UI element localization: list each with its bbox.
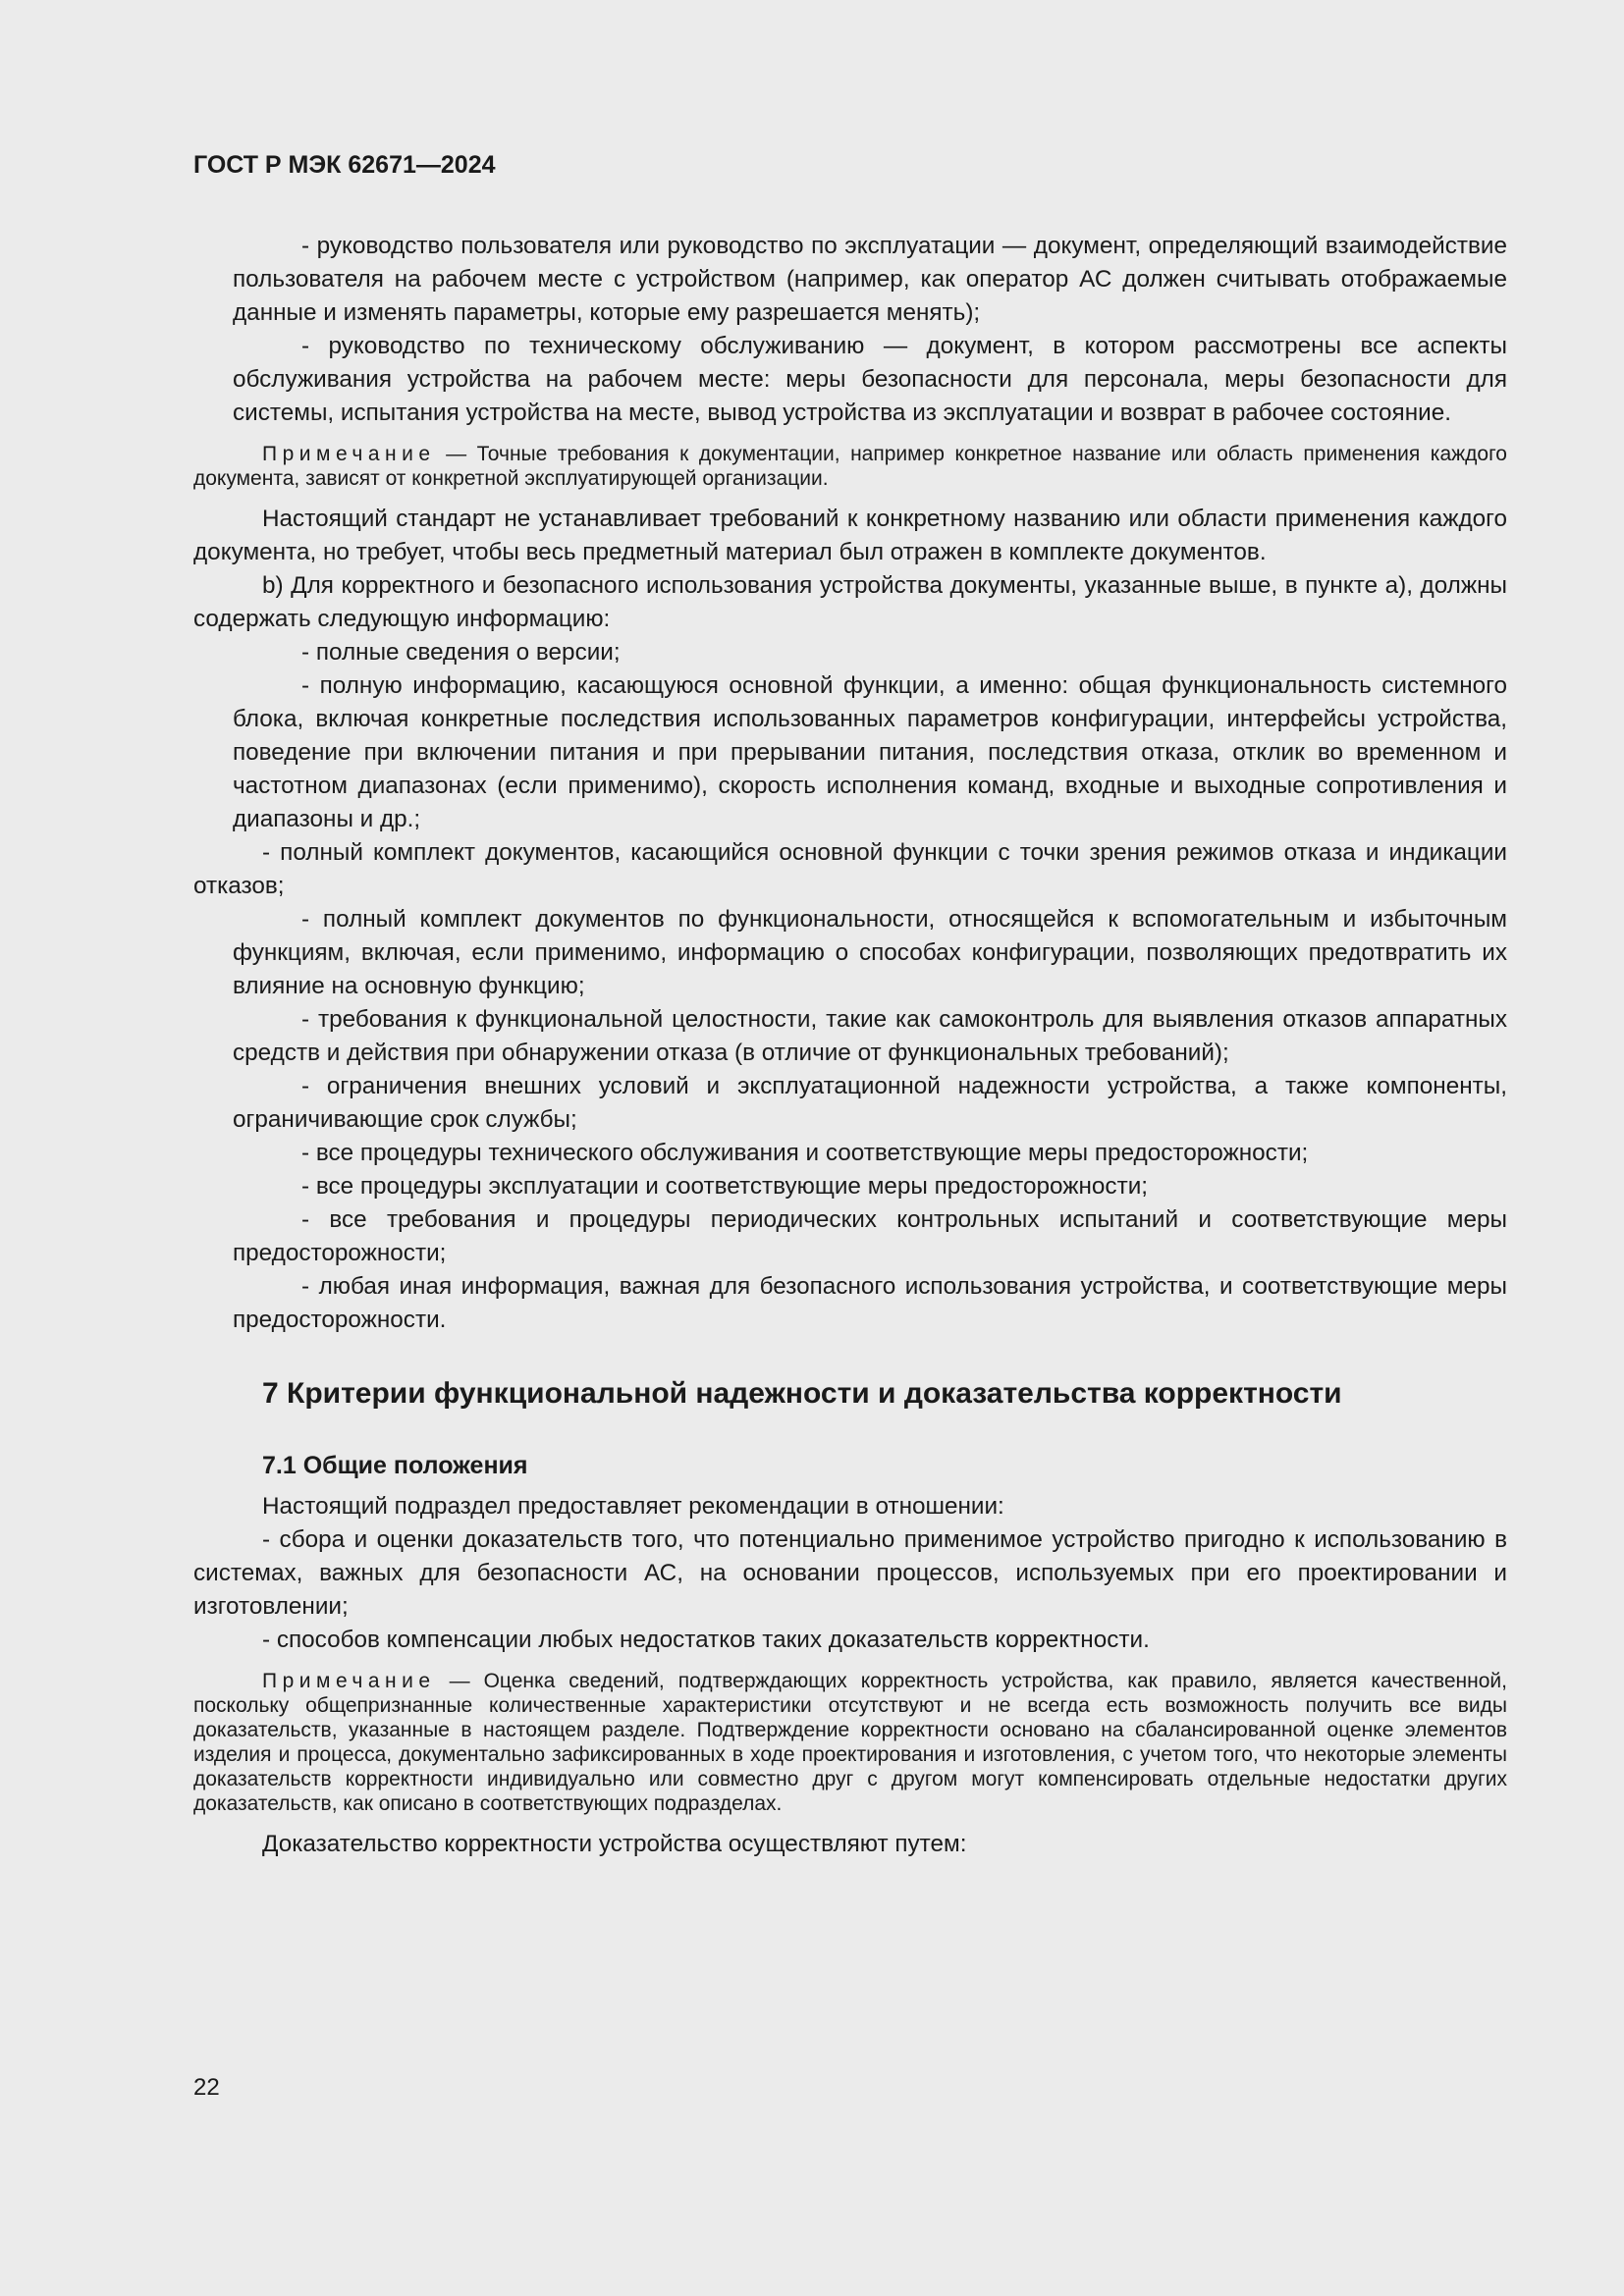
list-item: - руководство по техническому обслуживанию — документ, в котором рассмотрены все аспекты обслуживания устройства на рабочем месте: меры безопасности для персонала, меры безопасности для системы, испытания устройства на месте, вывод устройства из эксплуатации и возврат в рабочее состояние. — [233, 333, 1507, 426]
paragraph: Настоящий подраздел предоставляет рекомендации в отношении: — [262, 1493, 1004, 1520]
note — [193, 442, 1507, 491]
page-number: 22 — [193, 2074, 220, 2101]
list-item: - руководство пользователя или руководство по эксплуатации — документ, определяющий взаимодействие пользователя на рабочем месте с устройством (например, как оператор АС должен считывать отображаемые данные и изменять параметры, которые ему разрешается менять); — [233, 233, 1507, 326]
top-list — [193, 230, 1507, 430]
list-item: - способов компенсации любых недостатков таких доказательств корректности. — [262, 1627, 1150, 1653]
list-item: - требования к функциональной целостности, такие как самоконтроль для выявления отказов аппаратных средств и действия при обнаружении отказа (в отличие от функциональных требований); — [233, 1006, 1507, 1066]
section-heading: 7 Критерии функциональной надежности и доказательства корректности — [262, 1377, 1342, 1410]
paragraph: Настоящий стандарт не устанавливает требований к конкретному названию или области применения каждого документа, но требует, чтобы весь предметный материал был отражен в комплекте документов. — [193, 506, 1507, 565]
list-item: - все процедуры эксплуатации и соответствующие меры предосторожности; — [301, 1173, 1149, 1200]
list-item: - полные сведения о версии; — [301, 639, 621, 666]
list-item: - полную информацию, касающуюся основной функции, а именно: общая функциональность системного блока, включая конкретные последствия использованных параметров конфигурации, интерфейсы устройства, поведение при включении питания и при прерывании питания, последствия отказа, отклик во временном и частотном диапазонах (если применимо), скорость исполнения команд, входные и выходные сопротивления и диапазоны и др.; — [233, 672, 1507, 832]
list-item: - ограничения внешних условий и эксплуатационной надежности устройства, а также компоненты, ограничивающие срок службы; — [233, 1073, 1507, 1133]
list-item: - все процедуры технического обслуживания и соответствующие меры предосторожности; — [301, 1140, 1309, 1166]
list-item: - полный комплект документов, касающийся основной функции с точки зрения режимов отказа и индикации отказов; — [193, 839, 1507, 899]
note-text: — Точные требования к документации, например конкретное название или область применения каждого документа, зависят от конкретной эксплуатирующей организации. — [193, 443, 1507, 490]
list-item: - полный комплект документов по функциональности, относящейся к вспомогательным и избыточным функциям, включая, если применимо, информацию о способах конфигурации, позволяющих предотвратить их влияние на основную функцию; — [233, 906, 1507, 999]
paragraph: Доказательство корректности устройства осуществляют путем: — [262, 1831, 967, 1857]
note-label: Примечание — [262, 443, 436, 465]
note — [193, 1669, 1507, 1816]
document-page — [193, 147, 1507, 1861]
subsection-heading: 7.1 Общие положения — [262, 1452, 528, 1479]
list-item: - любая иная информация, важная для безопасного использования устройства, и соответствующие меры предосторожности. — [233, 1273, 1507, 1333]
paragraph-b: b) Для корректного и безопасного использования устройства документы, указанные выше, в пункте а), должны содержать следующую информацию: — [193, 572, 1507, 632]
list-item: - все требования и процедуры периодических контрольных испытаний и соответствующие меры предосторожности; — [233, 1206, 1507, 1266]
note-label: Примечание — [262, 1670, 436, 1692]
document-header: ГОСТ Р МЭК 62671—2024 — [193, 151, 496, 179]
b-list — [193, 636, 1507, 1337]
note-text: — Оценка сведений, подтверждающих корректность устройства, как правило, является качественной, поскольку общепризнанные количественные характеристики отсутствуют и не всегда есть возможность получить все виды доказательств, указанные в настоящем разделе. Подтверждение корректности основано на сбалансированной оценке элементов изделия и процесса, документально зафиксированных в ходе проектирования и изготовления, с учетом того, что некоторые элементы доказательств корректности индивидуально или совместно друг с другом могут компенсировать отдельные недостатки других доказательств, как описано в соответствующих подразделах. — [193, 1670, 1507, 1815]
list-item: - сбора и оценки доказательств того, что потенциально применимое устройство пригодно к использованию в системах, важных для безопасности АС, на основании процессов, используемых при его проектировании и изготовлении; — [193, 1526, 1507, 1620]
